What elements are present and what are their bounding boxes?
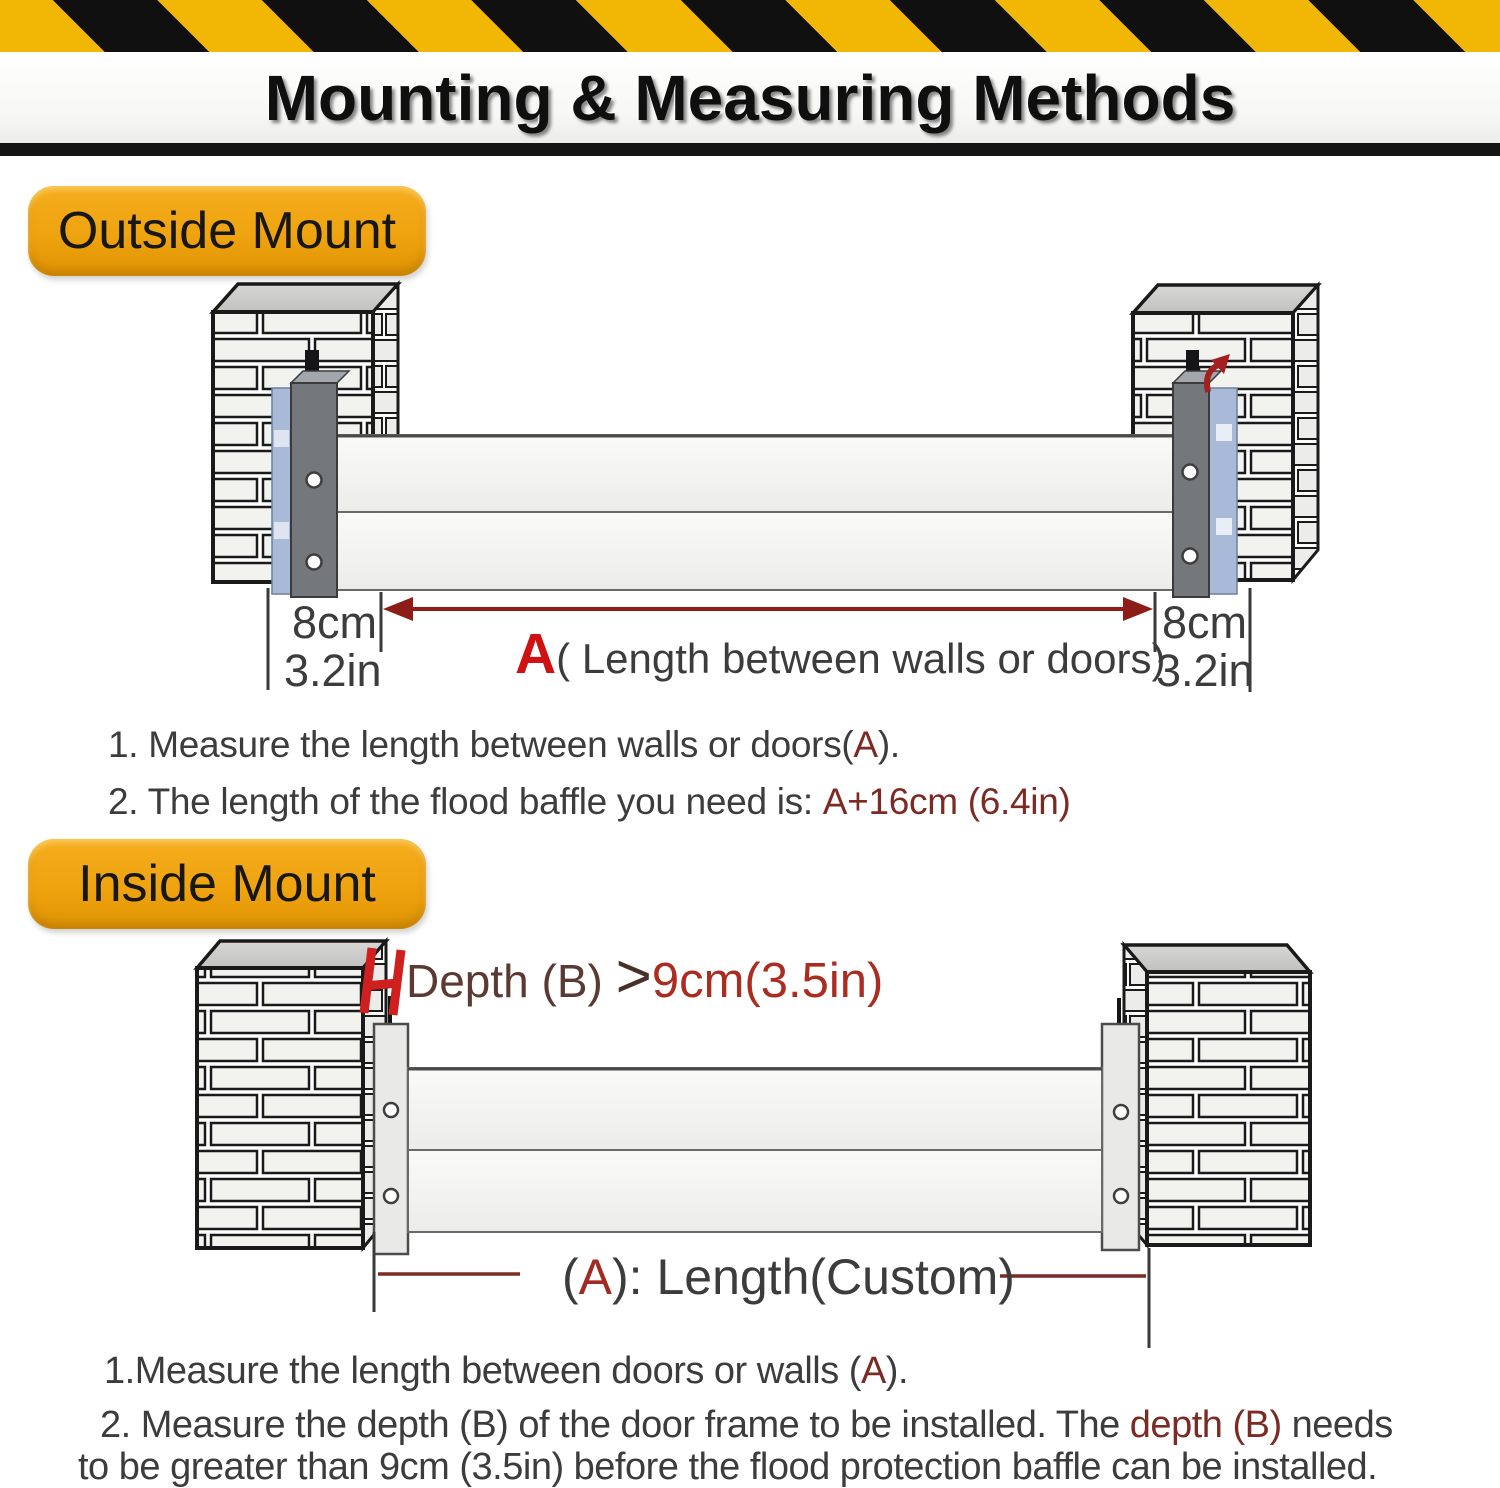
screw-hole (307, 555, 322, 570)
outside-left-dim-in: 3.2in (284, 645, 382, 696)
outside-mount-badge-label: Outside Mount (57, 202, 397, 260)
greater-than-sign: > (615, 942, 652, 1011)
inside-right-pillar (1124, 945, 1310, 1245)
barrier-bottom-panel (408, 1150, 1102, 1232)
inside-left-plate (374, 996, 408, 1254)
outside-mount-badge (28, 186, 426, 276)
screw-hole (384, 1103, 398, 1117)
barrier-top-panel (337, 435, 1175, 512)
screw-hole (1183, 549, 1198, 564)
screw-hole (1114, 1105, 1128, 1119)
right-seal-strip (1209, 388, 1237, 594)
inside-flood-barrier (408, 1068, 1102, 1232)
inside-left-pillar (197, 941, 386, 1248)
depth-value: 9cm(3.5in) (651, 954, 884, 1008)
outside-step-1: 1. Measure the length between walls or doors( A ). (108, 724, 900, 765)
page-title: Mounting & Measuring Methods (264, 61, 1236, 134)
inside-right-plate (1102, 998, 1139, 1250)
length-a-letter: A (578, 1249, 613, 1305)
span-a-description: ( Length between walls or doors) (556, 635, 1166, 682)
screw-hole (384, 1189, 398, 1203)
screw-hole (1183, 465, 1198, 480)
barrier-bottom-panel (337, 512, 1175, 590)
left-seal-strip (272, 388, 291, 594)
length-a-arrow-icon (383, 597, 1153, 621)
outside-right-dim-in: 3.2in (1156, 645, 1254, 696)
outside-flood-barrier (337, 435, 1175, 590)
barrier-top-panel (408, 1068, 1102, 1150)
outside-mount-steps (108, 726, 1071, 820)
outside-right-dim-cm: 8cm (1162, 597, 1248, 648)
screw-hole (1114, 1189, 1128, 1203)
outside-step-2: 2. The length of the flood baffle you need is: A+16cm (6.4in) (108, 781, 1071, 822)
outside-span-label (515, 622, 1166, 686)
inside-mount-badge (28, 839, 426, 929)
right-channel-bar (1173, 383, 1209, 597)
inside-length-label: ( A ): Length(Custom) (562, 1249, 1015, 1305)
inside-mount-badge-label: Inside Mount (78, 855, 376, 913)
depth-label: Depth (B) (406, 955, 616, 1007)
span-a-letter: A (515, 622, 557, 686)
inside-step-2-line-1: 2. Measure the depth (B) of the door frame to be installed. The depth (B) needs (100, 1404, 1393, 1446)
inside-step-2-line-2: to be greater than 9cm (3.5in) before the flood protection baffle can be installed. (78, 1446, 1378, 1488)
inside-step-1: 1.Measure the length between doors or walls ( A ). (104, 1350, 909, 1392)
screw-hole (307, 473, 322, 488)
depth-requirement-label (406, 942, 884, 1011)
outside-left-dim-cm: 8cm (292, 597, 378, 648)
